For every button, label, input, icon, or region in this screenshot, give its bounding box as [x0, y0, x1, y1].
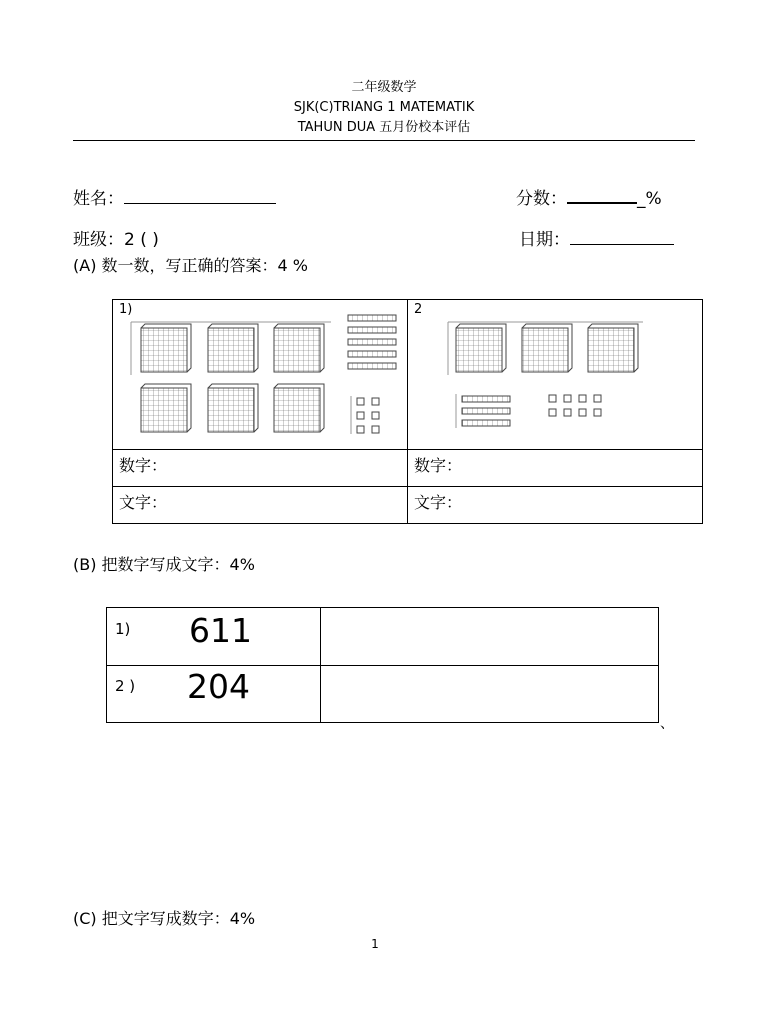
b-question-2-number: 204 [187, 667, 250, 706]
hundred-block [208, 324, 258, 372]
school-title: SJK(C)TRIANG 1 MATEMATIK [293, 100, 475, 115]
header-divider [73, 140, 695, 141]
unit-cube [357, 412, 364, 419]
ten-rod [348, 339, 396, 345]
unit-cube [372, 412, 379, 419]
question-2-blocks [408, 300, 703, 450]
name-field[interactable] [73, 188, 276, 210]
hundred-block [274, 384, 324, 432]
section-a-table [112, 299, 703, 524]
question-1-cell [113, 300, 408, 450]
word-label: 文字： [119, 493, 168, 512]
b-question-1-number: 611 [189, 611, 252, 650]
ten-rod [462, 396, 510, 402]
question-1-blocks [113, 300, 408, 450]
section-b-table [106, 607, 659, 723]
unit-cube [372, 426, 379, 433]
unit-cube [549, 395, 556, 402]
hundred-block [588, 324, 638, 372]
unit-cube [579, 409, 586, 416]
score-field[interactable] [516, 188, 662, 210]
ten-rod [348, 351, 396, 357]
hundred-block [456, 324, 506, 372]
unit-cube [357, 398, 364, 405]
unit-cube [579, 395, 586, 402]
question-2-cell [408, 300, 703, 450]
worksheet-subject: 二年级数学 [351, 80, 417, 95]
ten-rod [462, 420, 510, 426]
hundred-block [208, 384, 258, 432]
section-b-title: (B) 把数字写成文字：4% [73, 555, 255, 574]
assessment-title: TAHUN DUA 五月份校本评估 [297, 120, 471, 135]
ten-rod [348, 327, 396, 333]
unit-cube [594, 395, 601, 402]
date-field[interactable] [519, 229, 674, 251]
class-field[interactable]: 班级：2 ( ) [73, 230, 159, 250]
b-answer-2-cell[interactable] [321, 666, 659, 723]
hundred-block [522, 324, 572, 372]
number-label: 数字： [414, 456, 463, 475]
ten-rod [348, 363, 396, 369]
section-a-title: (A) 数一数，写正确的答案：4 % [73, 256, 308, 275]
date-label: 日期： [519, 230, 570, 250]
page-number: 1 [371, 937, 379, 951]
number-label: 数字： [119, 456, 168, 475]
score-suffix: _% [637, 189, 662, 209]
ten-rod [462, 408, 510, 414]
unit-cube [372, 398, 379, 405]
unit-cube [564, 395, 571, 402]
unit-cube [594, 409, 601, 416]
b-question-2-index: 2 ) [115, 677, 136, 695]
ten-rod [348, 315, 396, 321]
name-blank[interactable] [124, 189, 276, 204]
b-answer-1-cell[interactable] [321, 608, 659, 666]
b-question-2-cell [107, 666, 321, 723]
stray-comma-mark: 、 [660, 716, 674, 732]
q1-number-answer-cell[interactable] [113, 450, 408, 487]
hundred-block [141, 324, 191, 372]
unit-cube [549, 409, 556, 416]
hundred-block [274, 324, 324, 372]
question-2-label: 2 [414, 302, 423, 317]
unit-cube [564, 409, 571, 416]
section-c-title: (C) 把文字写成数字：4% [73, 909, 256, 928]
question-1-label: 1) [119, 302, 133, 317]
score-blank[interactable] [567, 188, 637, 204]
unit-cube [357, 426, 364, 433]
q2-word-answer-cell[interactable] [408, 487, 703, 524]
name-label: 姓名： [73, 189, 124, 209]
hundred-block [141, 384, 191, 432]
q2-number-answer-cell[interactable] [408, 450, 703, 487]
date-blank[interactable] [570, 230, 674, 245]
b-question-1-cell [107, 608, 321, 666]
score-label: 分数： [516, 189, 567, 209]
word-label: 文字： [414, 493, 463, 512]
q1-word-answer-cell[interactable] [113, 487, 408, 524]
b-question-1-index: 1) [115, 620, 131, 638]
